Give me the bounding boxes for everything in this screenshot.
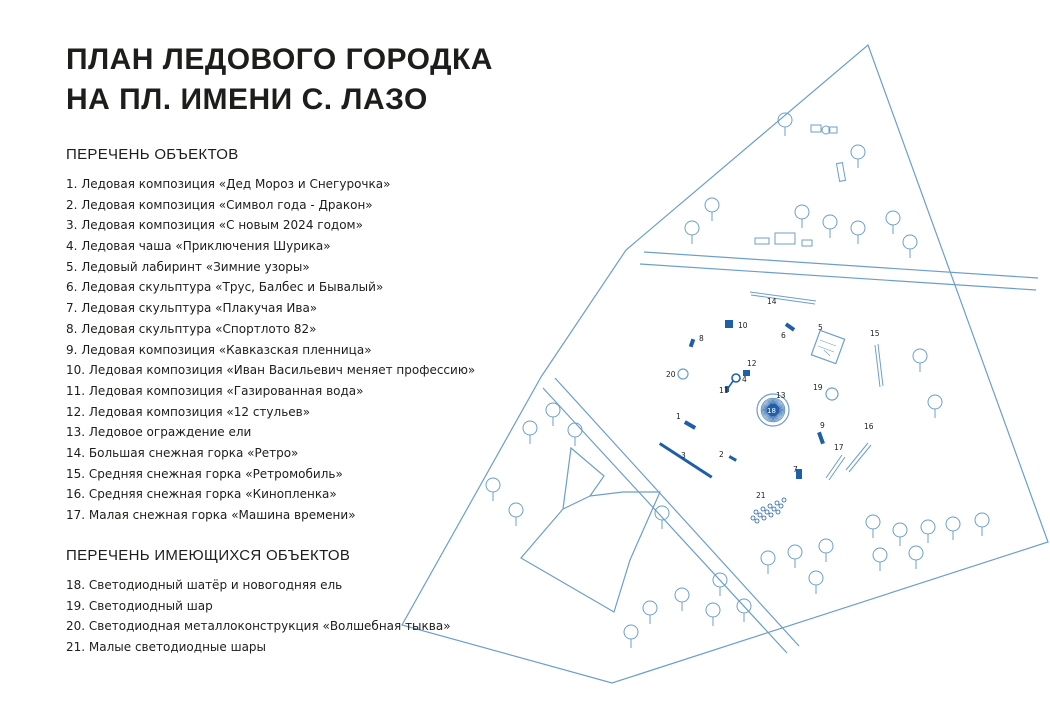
list-item: 21. Малые светодиодные шары [66,640,267,655]
small-led-sphere [775,501,779,505]
marker-label-3: 3 [681,451,686,460]
list-item: 7. Ледовая скульптура «Плакучая Ива» [66,301,318,316]
tree-icon [509,503,523,526]
tree-icon [737,599,751,622]
ice-object-6 [785,322,795,331]
objects-heading: ПЕРЕЧЕНЬ ОБЪЕКТОВ [66,146,239,163]
marker-label-10: 10 [738,321,748,330]
small-led-sphere [758,513,762,517]
marker-label-16: 16 [864,422,874,431]
ice-bowl-4 [732,374,740,382]
tree-icon [706,603,720,626]
objects-list [66,174,475,526]
list-item: 3. Ледовая композиция «С новым 2024 годом» [66,218,363,233]
marker-label-14: 14 [767,297,777,306]
page-title [66,40,493,120]
ice-object-2 [729,455,737,462]
list-item: 12. Ледовая композиция «12 стульев» [66,404,311,419]
marker-label-21: 21 [756,491,766,500]
marker-label-5: 5 [818,323,823,332]
slide-15 [875,344,883,387]
marker-label-20: 20 [666,370,676,379]
tree-icon [486,478,500,501]
marker-label-19: 19 [813,383,823,392]
slide-16 [846,443,871,472]
ice-object-9 [817,432,825,445]
tree-icon [873,548,887,571]
marker-label-11: 11 [719,386,729,395]
list-item: 8. Ледовая скульптура «Спортлото 82» [66,321,317,336]
square-boundary [402,45,1048,683]
tree-icon [778,113,792,136]
tree-icon [788,545,802,568]
list-item: 4. Ледовая чаша «Приключения Шурика» [66,239,331,254]
ice-object-1 [684,420,696,429]
tree-icon [913,349,927,372]
tree-icon [643,601,657,624]
ice-object-3 [659,442,713,478]
building-outline [521,448,660,612]
list-item: 18. Светодиодный шатёр и новогодняя ель [66,578,343,592]
tree-icon [546,403,560,426]
list-item: 10. Ледовая композиция «Иван Васильевич меняет профессию» [66,363,476,378]
small-led-sphere [755,519,759,523]
led-sphere-19 [826,388,838,400]
tree-icon [893,523,907,546]
tree-icon [795,205,809,228]
marker-label-9: 9 [820,421,825,430]
tree-icon [523,421,537,444]
list-item: 5. Ледовый лабиринт «Зимние узоры» [66,259,310,274]
tree-icon [761,551,775,574]
marker-label-4: 4 [742,375,747,384]
tree-icon [866,515,880,538]
tree-icon [928,395,942,418]
list-item: 9. Ледовая композиция «Кавказская пленница» [66,342,372,357]
small-led-sphere [765,510,769,514]
list-item: 20. Светодиодная металлоконструкция «Волшебная тыква» [66,619,451,634]
tree-icon [921,520,935,543]
tree-icon [819,539,833,562]
existing-list [66,575,451,658]
pumpkin-20 [678,369,688,379]
small-led-sphere [762,516,766,520]
marker-label-17: 17 [834,443,844,452]
north-road [640,252,1038,290]
tree-icon [675,588,689,611]
small-led-sphere [782,498,786,502]
small-led-sphere [779,504,783,508]
tree-icon [909,546,923,569]
tree-icon [975,513,989,536]
tree-icon [624,625,638,648]
tree-icon [903,235,917,258]
tree-icon [886,211,900,234]
marker-label-18: 18 [767,407,776,415]
small-led-sphere [772,507,776,511]
list-item: 13. Ледовое ограждение ели [66,425,252,440]
tree-icon [851,221,865,244]
small-led-sphere [754,510,758,514]
small-led-sphere [769,513,773,517]
ice-object-10 [725,320,733,328]
small-led-sphere [751,516,755,520]
title-line-2: НА ПЛ. ИМЕНИ С. ЛАЗО [66,83,428,116]
marker-label-7: 7 [793,465,798,474]
list-item: 11. Ледовая композиция «Газированная вода» [66,383,364,398]
ice-object-8 [689,339,695,348]
list-item: 19. Светодиодный шар [66,598,213,613]
marker-label-1: 1 [676,412,681,421]
tree-icon [705,198,719,221]
list-item: 14. Большая снежная горка «Ретро» [66,445,299,460]
small-led-sphere [768,504,772,508]
slide-17 [826,455,845,480]
marker-label-13: 13 [776,391,786,400]
list-item: 15. Средняя снежная горка «Ретромобиль» [66,466,343,481]
small-led-sphere [776,510,780,514]
marker-label-6: 6 [781,331,786,340]
maze-5 [811,330,844,363]
existing-heading: ПЕРЕЧЕНЬ ИМЕЮЩИХСЯ ОБЪЕКТОВ [66,547,351,564]
list-item: 1. Ледовая композиция «Дед Мороз и Снегурочка» [66,177,391,191]
tree-icon [809,571,823,594]
list-item: 6. Ледовая скульптура «Трус, Балбес и Бывалый» [66,280,384,295]
tree-icon [823,215,837,238]
title-line-1: ПЛАН ЛЕДОВОГО ГОРОДКА [66,43,493,76]
marker-label-12: 12 [747,359,757,368]
slide-14 [750,292,816,304]
marker-label-2: 2 [719,450,724,459]
tree-icon [568,423,582,446]
list-item: 16. Средняя снежная горка «Кинопленка» [66,487,337,502]
tree-icon [946,517,960,540]
tree-icon [685,221,699,244]
list-item: 17. Малая снежная горка «Машина времени» [66,508,356,522]
marker-label-8: 8 [699,334,704,343]
small-led-sphere [761,507,765,511]
tree-icon [851,145,865,168]
marker-label-15: 15 [870,329,880,338]
tree-icon [713,573,727,596]
list-item: 2. Ледовая композиция «Символ года - Дракон» [66,197,373,212]
